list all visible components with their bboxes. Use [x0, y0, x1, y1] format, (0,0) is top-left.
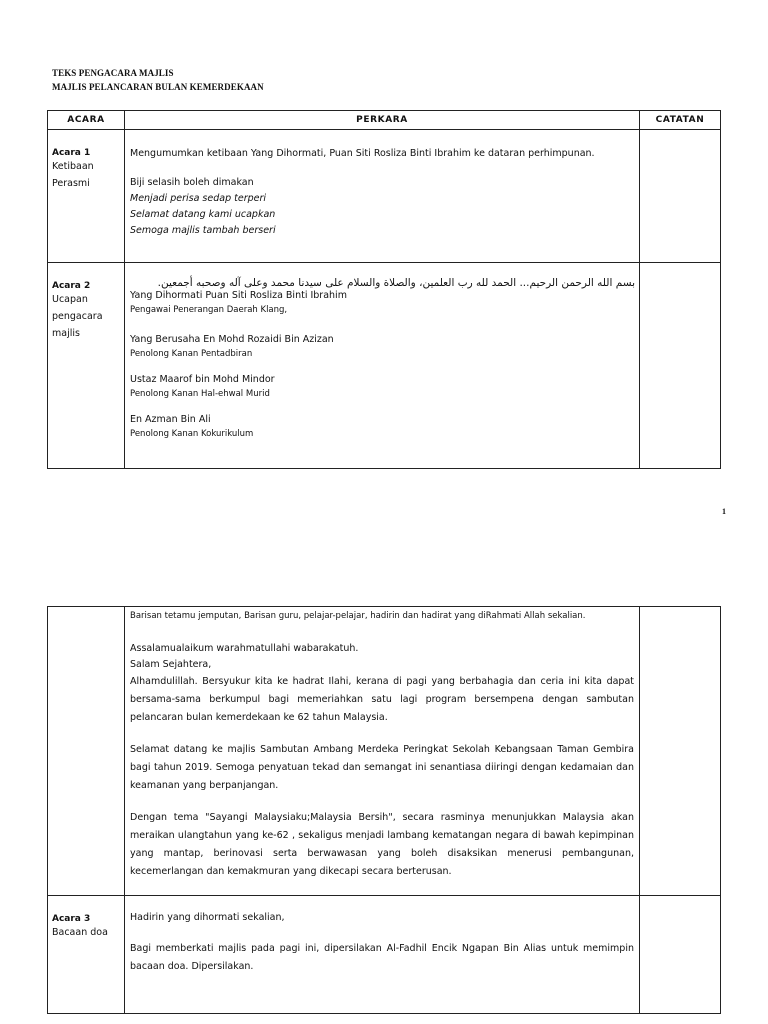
header-catatan: CATATAN — [640, 111, 721, 130]
acara1-title: Acara 1 — [52, 148, 91, 158]
acara3-perkara-cell — [125, 896, 640, 1014]
intro-line: Barisan tetamu jemputan, Barisan guru, pelajar-pelajar, hadirin dan hadirat yang diRahmati Allah sekalian. — [130, 611, 586, 621]
guest-role: Penolong Kanan Hal-ehwal Murid — [130, 389, 270, 399]
acara2-title: Acara 2 — [52, 281, 91, 291]
greeting-line: Salam Sejahtera, — [130, 659, 212, 670]
paragraph: Dengan tema "Sayangi Malaysiaku;Malaysia Bersih", secara rasminya menunjukkan Malaysia akan meraikan ulangtahun yang ke-62 , sekaligus menjadi lambang kematangan negara di bawah kepimpinan yang mantap, berinovasi serta berwawasan yang boleh disaksikan menerusi pembangunan, kecemerlangan dan kemakmuran yang dikecapi secara berterusan. — [130, 812, 634, 877]
pantun-line: Semoga majlis tambah berseri — [130, 225, 276, 236]
paragraph: Alhamdulillah. Bersyukur kita ke hadrat Ilahi, kerana di pagi yang berbahagia dan ceria ini kita dapat bersama-sama berkumpul bagi memeriahkan satu lagi program bersempena dengan sambutan pelancaran bulan kemerdekaan ke 62 tahun Malaysia. — [130, 676, 634, 723]
document-header — [52, 66, 264, 94]
acara3-line: Hadirin yang dihormati sekalian, — [130, 912, 285, 923]
acara3-line: Bagi memberkati majlis pada pagi ini, dipersilakan Al-Fadhil Encik Ngapan Bin Alias untuk memimpin bacaan doa. Dipersilakan. — [130, 943, 634, 972]
guest-name: Yang Berusaha En Mohd Rozaidi Bin Azizan — [130, 334, 334, 345]
page-number: 1 — [722, 507, 726, 516]
paragraph: Selamat datang ke majlis Sambutan Ambang Merdeka Peringkat Sekolah Kebangsaan Taman Gembira bagi tahun 2019. Semoga penyatuan tekad dan semangat ini senantiasa diiringi dengan kedamaian dan keamanan yang berpanjangan. — [130, 744, 634, 791]
arabic-opening: بسم الله الرحمن الرحيم... الحمد لله رب العلمين، والصلاة والسلام على سيدنا محمد وعلى آله وصحبه أجمعين. — [157, 277, 635, 289]
guest-name: Yang Dihormati Puan Siti Rosliza Binti Ibrahim — [130, 290, 347, 301]
continued-catatan-cell — [640, 607, 721, 896]
acara1-desc: Ketibaan Perasmi — [52, 161, 94, 189]
pantun-line: Selamat datang kami ucapkan — [130, 209, 276, 220]
table-row-ucapan-continued — [48, 607, 721, 896]
pantun-line: Biji selasih boleh dimakan — [130, 177, 254, 188]
header-title: TEKS PENGACARA MAJLIS — [52, 68, 174, 78]
pantun-line: Menjadi perisa sedap terperi — [130, 193, 267, 204]
table-row-acara3 — [48, 896, 721, 1014]
acara1-catatan-cell — [640, 130, 721, 263]
acara1-cell — [48, 130, 125, 263]
table-header-row — [48, 111, 721, 130]
header-perkara: PERKARA — [125, 111, 640, 130]
acara1-perkara-cell — [125, 130, 640, 263]
guest-name: En Azman Bin Ali — [130, 414, 211, 425]
acara1-announcement: Mengumumkan ketibaan Yang Dihormati, Puan Siti Rosliza Binti Ibrahim ke dataran perhimpunan. — [130, 148, 595, 159]
header-subtitle: MAJLIS PELANCARAN BULAN KEMERDEKAAN — [52, 82, 264, 92]
continued-perkara-cell — [125, 607, 640, 896]
acara3-catatan-cell — [640, 896, 721, 1014]
acara3-desc: Bacaan doa — [52, 927, 108, 938]
table-row-acara1 — [48, 130, 721, 263]
program-table-page1 — [47, 110, 721, 469]
guest-role: Penolong Kanan Pentadbiran — [130, 349, 253, 359]
header-acara: ACARA — [48, 111, 125, 130]
acara3-title: Acara 3 — [52, 914, 91, 924]
continued-acara-cell — [48, 607, 125, 896]
guest-role: Pengawai Penerangan Daerah Klang, — [130, 305, 288, 315]
acara2-perkara-cell — [125, 263, 640, 469]
acara2-cell — [48, 263, 125, 469]
acara2-desc: Ucapan pengacara majlis — [52, 294, 103, 339]
guest-role: Penolong Kanan Kokurikulum — [130, 429, 254, 439]
acara2-catatan-cell — [640, 263, 721, 469]
program-table-page2 — [47, 606, 721, 1014]
guest-name: Ustaz Maarof bin Mohd Mindor — [130, 374, 275, 385]
greeting-line: Assalamualaikum warahmatullahi wabarakatuh. — [130, 643, 359, 654]
table-row-acara2 — [48, 263, 721, 469]
acara3-cell — [48, 896, 125, 1014]
